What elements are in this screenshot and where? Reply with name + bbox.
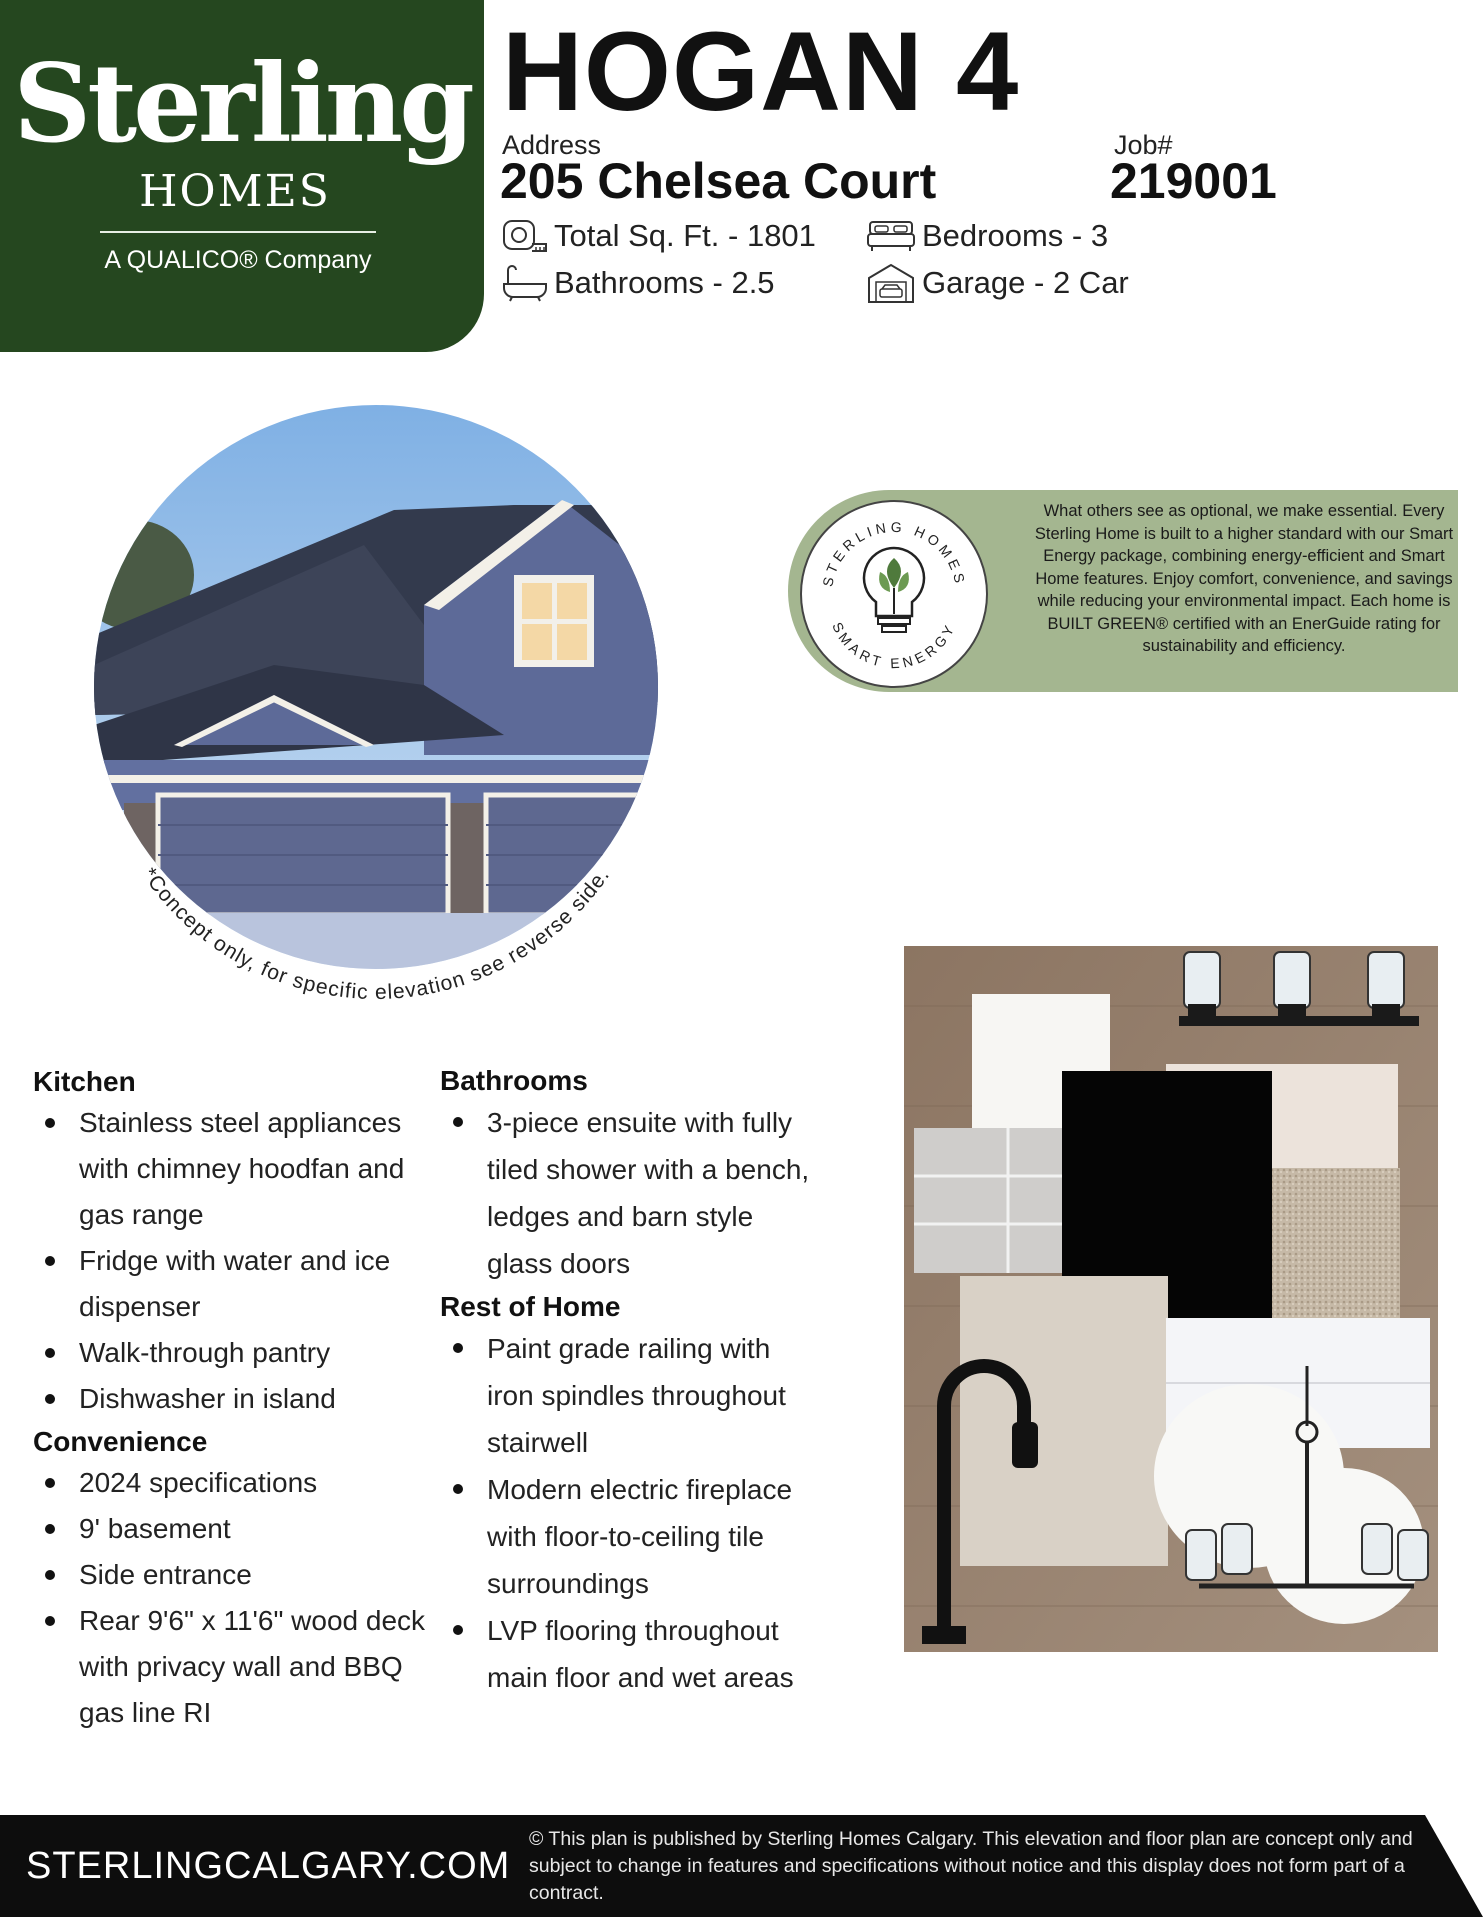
logo-divider [100, 231, 376, 233]
svg-text:*Concept only, for specific el [138, 864, 615, 1004]
list-item: 2024 specifications [79, 1460, 443, 1506]
address-value: 205 Chelsea Court [500, 153, 937, 209]
list-item: Dishwasher in island [79, 1376, 443, 1422]
bed-icon [866, 218, 916, 254]
rest-of-home-list [487, 1325, 860, 1701]
bathrooms-list [487, 1099, 860, 1287]
list-item: Paint grade railing with iron spindles throughout stairwell [487, 1325, 860, 1466]
list-item: Fridge with water and ice dispenser [79, 1238, 443, 1330]
kitchen-list [79, 1100, 443, 1422]
model-title: HOGAN 4 [502, 9, 1020, 134]
spec-bedrooms-text: Bedrooms - 3 [922, 218, 1109, 253]
bathrooms-title: Bathrooms [440, 1065, 588, 1096]
svg-text:SMART ENERGY [829, 620, 959, 672]
list-item: Stainless steel appliances with chimney hoodfan and gas range [79, 1100, 443, 1238]
job-value: 219001 [1110, 153, 1277, 209]
logo-wordmark: Sterling [13, 41, 471, 167]
logo-tagline: A QUALICO® Company [104, 246, 372, 274]
lightbulb-leaf-icon [864, 548, 924, 632]
spec-bathrooms [502, 264, 775, 302]
brand-logo-block [0, 0, 484, 352]
spec-bathrooms-text: Bathrooms - 2.5 [554, 265, 775, 300]
list-item: Modern electric fireplace with floor-to-ceiling tile surroundings [487, 1466, 860, 1607]
list-item: Walk-through pantry [79, 1330, 443, 1376]
smart-energy-seal [800, 500, 988, 688]
vanity-light-fixture [1179, 952, 1419, 1026]
list-item: Side entrance [79, 1552, 443, 1598]
spec-sqft-text: Total Sq. Ft. - 1801 [554, 218, 816, 253]
spec-garage [866, 262, 1129, 304]
logo-homes: HOMES [139, 166, 331, 217]
convenience-list [79, 1460, 443, 1736]
seal-top-text: STERLING HOMES [819, 518, 969, 589]
list-item: 3-piece ensuite with fully tiled shower with a bench, ledges and barn style glass doors [487, 1099, 860, 1287]
smart-energy-description: What others see as optional, we make essential. Every Sterling Home is built to a higher standard with our Smart Energy package, combining energy-efficient and Smart Home features. Enjoy comfort, convenience, and savings while reducing your environmental impact. Each home is BUILT GREEN® certified with an EnerGuide rating for sustainability and efficiency. [1034, 502, 1454, 655]
kitchen-title: Kitchen [33, 1066, 136, 1097]
features-left-column [33, 1064, 443, 1736]
concept-caption: *Concept only, for specific elevation see reverse side. [137, 863, 615, 1005]
convenience-title: Convenience [33, 1426, 208, 1457]
bathtub-icon [502, 264, 548, 302]
list-item: LVP flooring throughout main floor and wet areas [487, 1607, 860, 1701]
concept-caption-arc [94, 405, 658, 1025]
list-item: Rear 9'6" x 11'6" wood deck with privacy wall and BBQ gas line RI [79, 1598, 443, 1736]
address-label: Address [502, 130, 602, 160]
tape-measure-icon [502, 218, 548, 254]
spec-sqft [502, 218, 816, 254]
list-item: 9' basement [79, 1506, 443, 1552]
spec-bedrooms [866, 218, 1108, 254]
rest-of-home-title: Rest of Home [440, 1291, 621, 1322]
footer-disclaimer: © This plan is published by Sterling Homes Calgary. This elevation and floor plan are concept only and subject to change in features and specifications without notice and this display does not form part of a contract. [529, 1828, 1413, 1904]
seal-bottom-text: SMART ENERGY [829, 619, 959, 672]
job-label: Job# [1114, 130, 1173, 160]
spec-garage-text: Garage - 2 Car [922, 265, 1129, 300]
finishes-moodboard-image [904, 946, 1438, 1652]
features-right-column [440, 1063, 860, 1701]
footer-website[interactable]: STERLINGCALGARY.COM [26, 1845, 511, 1887]
garage-icon [866, 262, 916, 304]
